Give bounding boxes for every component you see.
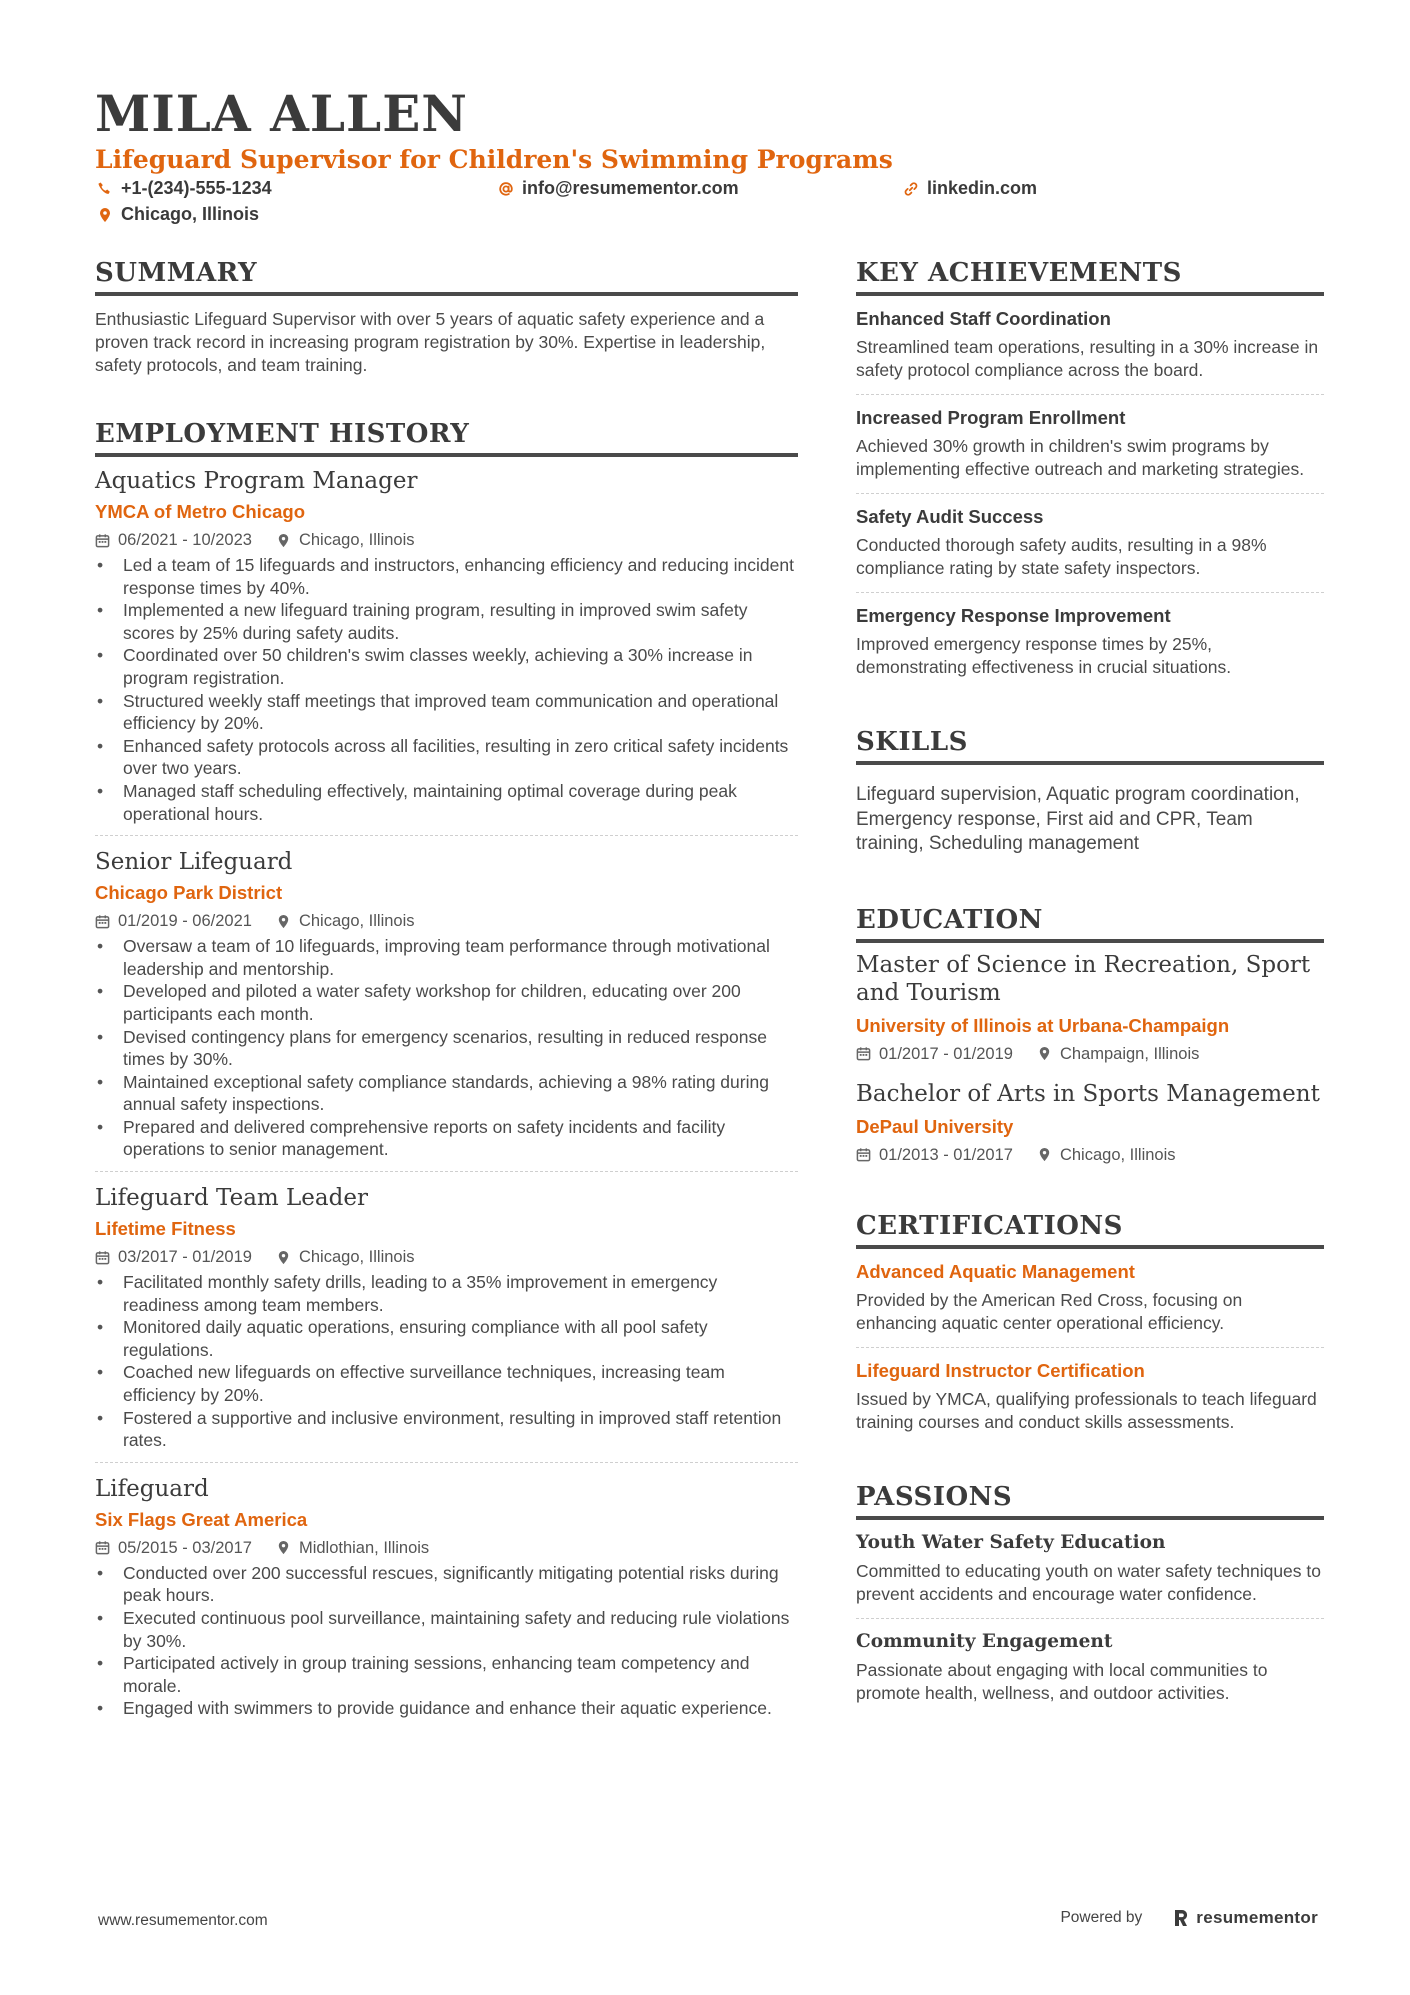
- email-contact[interactable]: [498, 178, 739, 199]
- job-bullet: • Coached new lifeguards on effective surveillance techniques, increasing team efficiency by 20%.: [95, 1361, 798, 1406]
- education-list: [856, 943, 1324, 1173]
- job-bullet: • Implemented a new lifeguard training program, resulting in improved swim safety scores by 25% during safety audits.: [95, 599, 798, 644]
- location: [276, 1245, 415, 1269]
- date-location-row: [856, 1042, 1324, 1066]
- achievement-item: [856, 592, 1324, 691]
- job-bullet: • Oversaw a team of 10 lifeguards, improving team performance through motivational leadership and mentorship.: [95, 935, 798, 980]
- dates: [95, 1536, 252, 1560]
- date-location-row: [95, 1536, 798, 1560]
- education-heading: EDUCATION: [856, 903, 1324, 943]
- date-range: 01/2019 - 06/2021: [118, 912, 252, 931]
- calendar-icon: [95, 533, 110, 548]
- job-bullet: • Devised contingency plans for emergency scenarios, resulting in reduced response times by 30%.: [95, 1026, 798, 1071]
- date-range: 01/2013 - 01/2017: [879, 1145, 1013, 1164]
- calendar-icon: [95, 1250, 110, 1265]
- job-bullet: • Executed continuous pool surveillance, maintaining safety and reducing rule violations by 30%.: [95, 1607, 798, 1652]
- education-item: [856, 943, 1324, 1072]
- job-bullets: [95, 554, 798, 825]
- achievement-desc: Streamlined team operations, resulting in a 30% increase in safety protocol compliance across the board.: [856, 337, 1319, 380]
- achievement-title: Enhanced Staff Coordination: [856, 308, 1111, 329]
- location: [1037, 1143, 1176, 1167]
- job-bullet: • Participated actively in group training sessions, enhancing team competency and morale.: [95, 1652, 798, 1697]
- job-bullet: • Monitored daily aquatic operations, ensuring compliance with all pool safety regulations.: [95, 1316, 798, 1361]
- employment-heading: EMPLOYMENT HISTORY: [95, 417, 798, 457]
- job-bullets: [95, 1562, 798, 1720]
- location-text: Champaign, Illinois: [1059, 1044, 1200, 1063]
- phone-contact: [97, 178, 272, 199]
- location-contact: [97, 204, 259, 225]
- job-bullet: • Fostered a supportive and inclusive environment, resulting in improved staff retention rates.: [95, 1407, 798, 1452]
- date-location-row: [856, 1143, 1324, 1167]
- calendar-icon: [856, 1147, 871, 1162]
- certification-desc: Issued by YMCA, qualifying professionals to teach lifeguard training courses and conduct skills assessments.: [856, 1388, 1317, 1432]
- job-bullet: • Facilitated monthly safety drills, leading to a 35% improvement in emergency readiness among team members.: [95, 1271, 798, 1316]
- link-icon: [903, 181, 919, 197]
- education-item: [856, 1072, 1324, 1173]
- job-company: Chicago Park District: [95, 882, 283, 904]
- job-bullets: [95, 1271, 798, 1452]
- job-title: Aquatics Program Manager: [95, 468, 418, 494]
- at-icon: [498, 181, 514, 197]
- location-text: Chicago, Illinois: [298, 531, 415, 549]
- map-pin-icon: [97, 207, 113, 223]
- map-pin-icon: [276, 914, 291, 929]
- employment-list: [95, 465, 798, 1730]
- map-pin-icon: [1037, 1147, 1052, 1162]
- map-pin-icon: [1037, 1046, 1052, 1061]
- passions-list: [856, 1520, 1324, 1717]
- location-text: Chicago, Illinois: [298, 912, 415, 931]
- linkedin-text[interactable]: linkedin.com: [927, 178, 1038, 198]
- map-pin-icon: [276, 533, 291, 548]
- achievement-desc: Conducted thorough safety audits, resulting in a 98% compliance rating by state safety inspectors.: [856, 535, 1267, 578]
- location-text: Midlothian, Illinois: [298, 1538, 430, 1557]
- job-title: Lifeguard Team Leader: [95, 1185, 368, 1212]
- map-pin-icon: [276, 1250, 291, 1265]
- certification-title: Lifeguard Instructor Certification: [856, 1359, 1145, 1381]
- resume-header: [95, 86, 1325, 232]
- degree-title: Master of Science in Recreation, Sport and Tourism: [856, 951, 1311, 1006]
- footer-website[interactable]: www.resumementor.com: [98, 1912, 268, 1929]
- date-range: 05/2015 - 03/2017: [118, 1538, 252, 1557]
- date-location-row: [95, 909, 798, 933]
- degree-title: Bachelor of Arts in Sports Management: [856, 1080, 1320, 1107]
- achievement-desc: Improved emergency response times by 25%, demonstrating effectiveness in crucial situations.: [856, 634, 1232, 677]
- page-footer: [0, 1908, 1410, 1938]
- passion-title: Community Engagement: [856, 1630, 1113, 1652]
- certifications-list: [856, 1249, 1324, 1446]
- summary-text: Enthusiastic Lifeguard Supervisor with over 5 years of aquatic safety experience and a proven track record in increasing program registration by 30%. Expertise in leadership, safety protocols, and team training.: [95, 309, 766, 375]
- candidate-role: Lifeguard Supervisor for Children's Swimming Programs: [95, 145, 893, 174]
- location: [276, 528, 415, 552]
- location: [1037, 1042, 1199, 1066]
- contact-info: [95, 178, 1325, 232]
- job-entry: [95, 465, 798, 835]
- job-entry: [95, 1462, 798, 1730]
- calendar-icon: [95, 914, 110, 929]
- job-bullet: • Led a team of 15 lifeguards and instructors, enhancing efficiency and reducing incident response times by 40%.: [95, 554, 798, 599]
- location: [276, 909, 415, 933]
- achievement-desc: Achieved 30% growth in children's swim programs by implementing effective outreach and marketing strategies.: [856, 436, 1305, 479]
- phone-icon: [97, 181, 113, 197]
- resumementor-logo-icon: [1172, 1908, 1190, 1928]
- job-entry: [95, 835, 798, 1171]
- date-range: 01/2017 - 01/2019: [879, 1044, 1013, 1063]
- job-bullet: • Conducted over 200 successful rescues, significantly mitigating potential risks during peak hours.: [95, 1562, 798, 1607]
- achievement-title: Increased Program Enrollment: [856, 407, 1126, 428]
- footer-powered: [1060, 1908, 1318, 1928]
- achievement-title: Emergency Response Improvement: [856, 605, 1171, 626]
- certifications-heading: CERTIFICATIONS: [856, 1209, 1324, 1249]
- achievement-item: [856, 394, 1324, 493]
- passion-desc: Passionate about engaging with local communities to promote health, wellness, and outdoor activities.: [856, 1659, 1268, 1703]
- dates: [856, 1143, 1013, 1167]
- school-name: University of Illinois at Urbana-Champaign: [856, 1014, 1230, 1036]
- phone-text: +1-(234)-555-1234: [121, 178, 272, 198]
- job-company: Six Flags Great America: [95, 1508, 308, 1530]
- location-text: Chicago, Illinois: [1059, 1145, 1176, 1164]
- job-bullet: • Developed and piloted a water safety workshop for children, educating over 200 participants each month.: [95, 980, 798, 1025]
- job-title: Lifeguard: [95, 1475, 209, 1502]
- job-bullet: • Managed staff scheduling effectively, maintaining optimal coverage during peak operational hours.: [95, 780, 798, 825]
- calendar-icon: [95, 1540, 110, 1555]
- certification-item: [856, 1347, 1324, 1446]
- achievements-list: [856, 296, 1324, 691]
- passions-heading: PASSIONS: [856, 1480, 1324, 1520]
- date-location-row: [95, 1245, 798, 1269]
- location-text: Chicago, Illinois: [298, 1248, 415, 1267]
- job-company: Lifetime Fitness: [95, 1218, 236, 1240]
- job-title: Senior Lifeguard: [95, 849, 293, 876]
- certification-item: [856, 1249, 1324, 1347]
- passion-desc: Committed to educating youth on water safety techniques to prevent accidents and encourage water confidence.: [856, 1560, 1321, 1604]
- passion-title: Youth Water Safety Education: [856, 1531, 1166, 1553]
- location: [276, 1536, 429, 1560]
- calendar-icon: [856, 1046, 871, 1061]
- certification-desc: Provided by the American Red Cross, focusing on enhancing aquatic center operational efficiency.: [856, 1289, 1243, 1333]
- job-bullet: • Structured weekly staff meetings that improved team communication and operational efficiency by 20%.: [95, 690, 798, 735]
- job-company: YMCA of Metro Chicago: [95, 501, 306, 522]
- left-column: [95, 256, 798, 1730]
- achievement-item: [856, 296, 1324, 394]
- dates: [95, 1245, 252, 1269]
- job-entry: [95, 1171, 798, 1462]
- skills-heading: SKILLS: [856, 725, 1324, 765]
- job-bullet: • Prepared and delivered comprehensive reports on safety incidents and facility operations to senior management.: [95, 1116, 798, 1161]
- email-text[interactable]: info@resumementor.com: [522, 178, 739, 198]
- summary-heading: SUMMARY: [95, 256, 798, 296]
- achievement-title: Safety Audit Success: [856, 506, 1044, 527]
- brand-name: resumementor: [1196, 1908, 1318, 1927]
- job-bullet: • Maintained exceptional safety compliance standards, achieving a 98% rating during annual safety inspections.: [95, 1071, 798, 1116]
- job-bullets: [95, 935, 798, 1161]
- location-text: Chicago, Illinois: [121, 204, 260, 224]
- powered-by-label: Powered by: [1060, 1909, 1143, 1926]
- right-column: [856, 256, 1324, 1717]
- job-bullet: • Enhanced safety protocols across all facilities, resulting in zero critical safety incidents over two years.: [95, 735, 798, 780]
- candidate-name: MILA ALLEN: [95, 84, 469, 143]
- dates: [95, 909, 252, 933]
- passion-item: [856, 1618, 1324, 1717]
- date-location-row: [95, 528, 798, 552]
- map-pin-icon: [276, 1540, 291, 1555]
- dates: [856, 1042, 1013, 1066]
- skills-text: Lifeguard supervision, Aquatic program coordination, Emergency response, First aid and CPR, Team training, Scheduling management: [856, 784, 1300, 854]
- passion-item: [856, 1520, 1324, 1618]
- dates: [95, 528, 252, 552]
- school-name: DePaul University: [856, 1115, 1014, 1137]
- job-bullet: • Engaged with swimmers to provide guidance and enhance their aquatic experience.: [95, 1697, 798, 1720]
- achievements-heading: KEY ACHIEVEMENTS: [856, 256, 1324, 296]
- certification-title: Advanced Aquatic Management: [856, 1260, 1135, 1282]
- brand-logo[interactable]: [1172, 1908, 1318, 1928]
- job-bullet: • Coordinated over 50 children's swim classes weekly, achieving a 30% increase in program registration.: [95, 644, 798, 689]
- achievement-item: [856, 493, 1324, 592]
- linkedin-contact[interactable]: [903, 178, 1037, 199]
- date-range: 03/2017 - 01/2019: [118, 1248, 252, 1267]
- date-range: 06/2021 - 10/2023: [118, 531, 252, 549]
